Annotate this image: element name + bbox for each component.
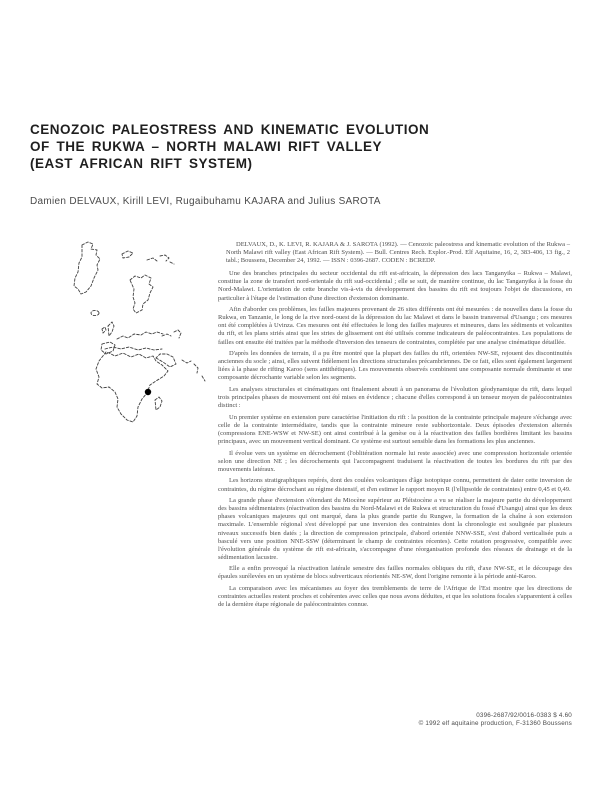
coastline-madagascar (155, 397, 162, 410)
citation: DELVAUX, D., K. LEVI, R. KAJARA & J. SAROTA (1992). — Cenozoic paleostress and kinematic evolution of the Rukwa – North Malawi rift valley (East African Rift System). — Bull. Centres Rech. Explor.-Prod. Elf Aquitaine, 16, 2, 383-406, 13 fig., 2 tabl.; Boussens, December 24, 1992. — ISSN : 0396-2687. CODEN : BCREDP. (226, 241, 570, 265)
authors-line: Damien DELVAUX, Kirill LEVI, Rugaibuhamu KAJARA and Julius SAROTA (30, 196, 381, 207)
imprint-copyright-line: © 1992 elf aquitaine production, F-31360 Boussens (418, 720, 572, 727)
abstract-paragraph: Les horizons stratigraphiques repérés, dont des coulées volcaniques d'âge isotopique connu, permettent de dater cette inversion de contraintes, du régime décrochant au régime distensif, et d'en estimer le rapport moyen R (l'ellipsoïde de contraintes) entre 0,45 et 0,49. (218, 477, 572, 493)
coastline-arctic-islands (122, 251, 174, 264)
imprint-footer (272, 712, 572, 728)
page-title (30, 121, 500, 172)
coastline-arabia (156, 354, 176, 367)
coastline-africa (96, 352, 168, 422)
abstract-paragraph: Un premier système en extension pure caractérise l'initiation du rift : la position de la contrainte principale majeure s'échange avec celle de la contrainte intermédiaire, tandis que la contrainte mineure reste subhorizontale. Deux épisodes d'extension alternés (compressions ENE-WSW et NW-SE) ont ainsi contribué à la genèse ou à la réactivation des failles bordières limitant les bassins principaux, avec un mouvement vertical dominant. Ce système est surtout sensible dans les formations les plus anciennes. (218, 413, 572, 446)
abstract-column (218, 241, 572, 613)
coastline-iceland (91, 310, 99, 315)
coastline-scandinavia (130, 275, 153, 313)
abstract-paragraph: Afin d'aborder ces problèmes, les failles majeures provenant de 26 sites différents ont été mesurées : de nouvelles dans la fosse du Rukwa, en Tanzanie, le long de la rive nord-ouest de la dépression du lac Malawi et dans le bassin transversal d'Usangu ; ces mesures ont été complétées à Uvinza. Ces mesures ont été effectuées le long des failles majeures et mineures, dans les sédiments et volcanites du rift, et les plans striés ainsi que les stries de glissement ont été utilisés comme indicateurs de paléocontraintes. Les populations de failles ont ensuite été traitées par la méthode d'inversion des tenseurs de contraintes, complétée par une analyse cinématique détaillée. (218, 306, 572, 346)
abstract-paragraph: La comparaison avec les mécanismes au foyer des tremblements de terre de l'Afrique de l'Est montre que les directions de contraintes actuelles restent proches et cohérentes avec celles que nous avons déduites, et que les solutions focales s'apparentent à celles de la dernière étape régionale de paléocontraintes connue. (218, 585, 572, 609)
abstract-paragraph: Les analyses structurales et cinématiques ont finalement abouti à un panorama de l'évolution géodynamique du rift, dans lequel trois principales phases de mouvement ont été mises en évidence ; chacune d'elles correspond à un tenseur moyen de paléocontraintes distinct : (218, 386, 572, 410)
world-location-map (42, 236, 220, 434)
coastline-british-isles (102, 322, 114, 336)
abstract-paragraph: Elle a enfin provoqué la réactivation latérale senestre des failles normales obliques du rift, d'axe NW-SE, et le découpage des épaules surélevées en un système de blocs subverticaux réorientés NE-SW, dont l'origine remonte à la période anté-Karoo. (218, 565, 572, 581)
study-area-rukwa-marker (145, 389, 151, 395)
title-line-3: (EAST AFRICAN RIFT SYSTEM) (30, 156, 253, 171)
abstract-paragraphs (218, 270, 572, 609)
imprint-issn-line: 0396-2687/92/0016-0383 $ 4.60 (476, 712, 572, 719)
title-line-1: CENOZOIC PALEOSTRESS AND KINEMATIC EVOLUTION (30, 122, 430, 137)
abstract-paragraph: La grande phase d'extension s'étendant du Miocène supérieur au Pléistocène a vu se réaliser la majeure partie du développement des bassins sédimentaires (réactivation des bassins du Nord-Malawi et de Rukwa et structuration du fossé d'Usangu) ainsi que les deux phases volcaniques majeures qui ont marqué, dans la plus grande partie du Rungwe, la formation de la chaîne à son extension maximale. L'ensemble régional s'est développé par une inversion des contraintes dont la chronologie est soulignée par plusieurs niveaux successifs bien datés ; la direction de compression principale, d'abord orientée NNW-SSE, s'est d'abord verticalisée puis a basculé vers une position NNE-SSW (déterminant le champ de contraintes récentes). Cette rotation progressive, compatible avec l'évolution générale du système de rift est-africain, s'accompagne d'une réorganisation profonde des réseaux de drainage et de la sédimentation lacustre. (218, 497, 572, 561)
abstract-paragraph: Une des branches principales du secteur occidental du rift est-africain, la dépression des lacs Tanganyika – Rukwa – Malawi, constitue la zone de transfert nord-orientale du rift sud-occidental ; elle se suit, de manière continue, du lac Tanganyika à la fosse du Nord-Malawi. L'orientation de cette branche vis-à-vis du développement des bassins du rift est toujours l'objet de discussions, en particulier à l'étape de l'estimation d'une direction d'extension dominante. (218, 270, 572, 302)
coastline-greenland (74, 242, 100, 294)
coastline-asia-fragments (182, 360, 205, 381)
coastline-black-caspian (162, 330, 181, 338)
abstract-paragraph: Il évolue vers un système en décrochement (l'oblitération normale lui reste associée) avec une compression horizontale orientée selon une direction NE ; les décrochements qui l'accompagnent traduisent la réactivation de toutes les bordures du rift par des mouvements latéraux. (218, 449, 572, 473)
coastline-europe (117, 332, 163, 339)
title-line-2: OF THE RUKWA – NORTH MALAWI RIFT VALLEY (30, 139, 382, 154)
abstract-paragraph: D'après les données de terrain, il a pu être montré que la plupart des failles du rift, orientées NW-SE, rejouent des discontinuités anciennes du socle ; ainsi, elles suivent fidèlement les directions structurales précambriennes. De ce fait, elles sont également largement liées à la phase de rifting Karoo (sens antithétiques). Les mouvements observés combinent une composante normale dominante et une composante décrochante variable selon les segments. (218, 350, 572, 382)
